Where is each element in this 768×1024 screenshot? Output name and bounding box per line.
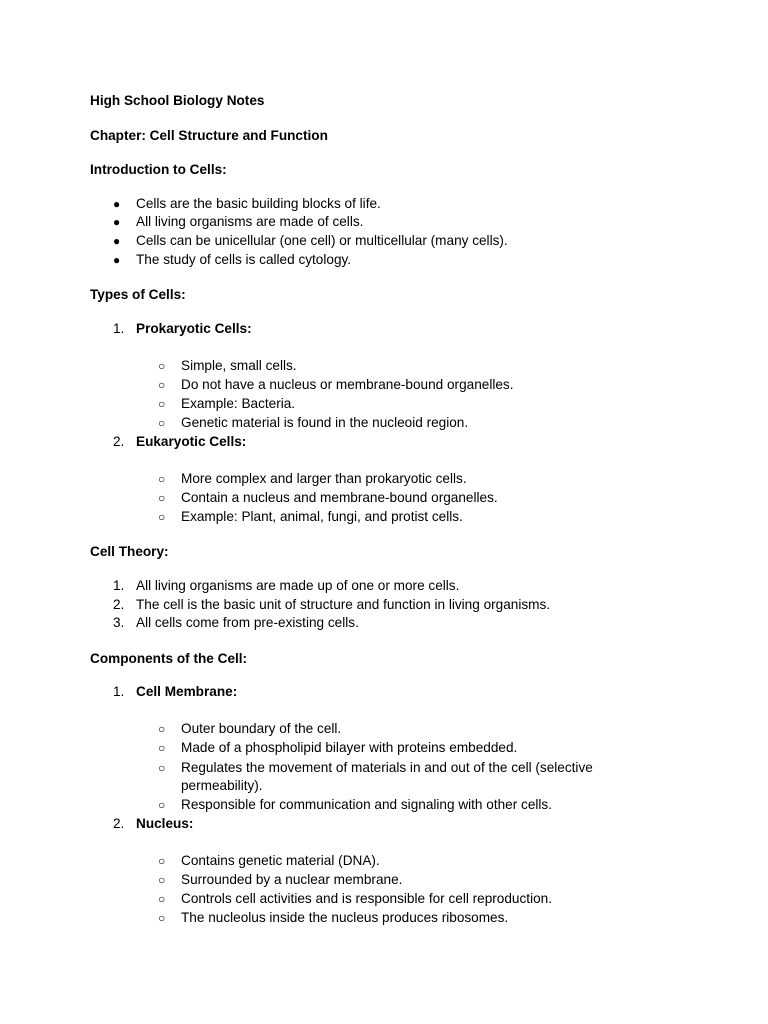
nucleus-label: Nucleus: xyxy=(136,816,194,831)
chapter-heading: Chapter: Cell Structure and Function xyxy=(90,128,328,143)
bullet-icon: ● xyxy=(113,234,121,248)
list-number: 1. xyxy=(113,321,125,336)
bullet-icon: ● xyxy=(113,197,121,211)
circle-bullet-icon: ○ xyxy=(158,510,166,524)
membrane-item: Regulates the movement of materials in and out of the cell (selective xyxy=(181,760,593,775)
membrane-item: Made of a phospholipid bilayer with proteins embedded. xyxy=(181,740,518,755)
prokaryotic-item: Do not have a nucleus or membrane-bound organelles. xyxy=(181,377,514,392)
circle-bullet-icon: ○ xyxy=(158,892,166,906)
list-number: 2. xyxy=(113,434,125,449)
circle-bullet-icon: ○ xyxy=(158,472,166,486)
eukaryotic-item: Contain a nucleus and membrane-bound organelles. xyxy=(181,490,498,505)
nucleus-item: Surrounded by a nuclear membrane. xyxy=(181,872,403,887)
circle-bullet-icon: ○ xyxy=(158,741,166,755)
circle-bullet-icon: ○ xyxy=(158,722,166,736)
circle-bullet-icon: ○ xyxy=(158,491,166,505)
circle-bullet-icon: ○ xyxy=(158,416,166,430)
intro-item: The study of cells is called cytology. xyxy=(136,252,352,267)
prokaryotic-item: Genetic material is found in the nucleoid region. xyxy=(181,415,469,430)
circle-bullet-icon: ○ xyxy=(158,798,166,812)
circle-bullet-icon: ○ xyxy=(158,854,166,868)
nucleus-item: Controls cell activities and is responsible for cell reproduction. xyxy=(181,891,552,906)
list-number: 1. xyxy=(113,578,125,593)
circle-bullet-icon: ○ xyxy=(158,359,166,373)
circle-bullet-icon: ○ xyxy=(158,397,166,411)
circle-bullet-icon: ○ xyxy=(158,761,166,775)
membrane-item: Outer boundary of the cell. xyxy=(181,721,342,736)
prokaryotic-item: Example: Bacteria. xyxy=(181,396,296,411)
membrane-label: Cell Membrane: xyxy=(136,684,238,699)
circle-bullet-icon: ○ xyxy=(158,873,166,887)
circle-bullet-icon: ○ xyxy=(158,378,166,392)
prokaryotic-item: Simple, small cells. xyxy=(181,358,297,373)
list-number: 2. xyxy=(113,816,125,831)
list-number: 2. xyxy=(113,597,125,612)
eukaryotic-item: Example: Plant, animal, fungi, and protist cells. xyxy=(181,509,463,524)
nucleus-item: Contains genetic material (DNA). xyxy=(181,853,380,868)
eukaryotic-label: Eukaryotic Cells: xyxy=(136,434,247,449)
intro-item: All living organisms are made of cells. xyxy=(136,214,364,229)
theory-item: All cells come from pre-existing cells. xyxy=(136,615,359,630)
intro-heading: Introduction to Cells: xyxy=(90,162,227,177)
intro-item: Cells can be unicellular (one cell) or multicellular (many cells). xyxy=(136,233,508,248)
membrane-item-continuation: permeability). xyxy=(181,778,263,793)
bullet-icon: ● xyxy=(113,215,121,229)
prokaryotic-label: Prokaryotic Cells: xyxy=(136,321,252,336)
intro-item: Cells are the basic building blocks of life. xyxy=(136,196,381,211)
list-number: 3. xyxy=(113,615,125,630)
eukaryotic-item: More complex and larger than prokaryotic cells. xyxy=(181,471,467,486)
theory-item: All living organisms are made up of one or more cells. xyxy=(136,578,460,593)
list-number: 1. xyxy=(113,684,125,699)
document-title: High School Biology Notes xyxy=(90,93,265,108)
membrane-item: Responsible for communication and signaling with other cells. xyxy=(181,797,553,812)
nucleus-item: The nucleolus inside the nucleus produces ribosomes. xyxy=(181,910,509,925)
types-heading: Types of Cells: xyxy=(90,287,186,302)
circle-bullet-icon: ○ xyxy=(158,911,166,925)
theory-heading: Cell Theory: xyxy=(90,544,169,559)
bullet-icon: ● xyxy=(113,253,121,267)
theory-item: The cell is the basic unit of structure and function in living organisms. xyxy=(136,597,551,612)
components-heading: Components of the Cell: xyxy=(90,651,248,666)
